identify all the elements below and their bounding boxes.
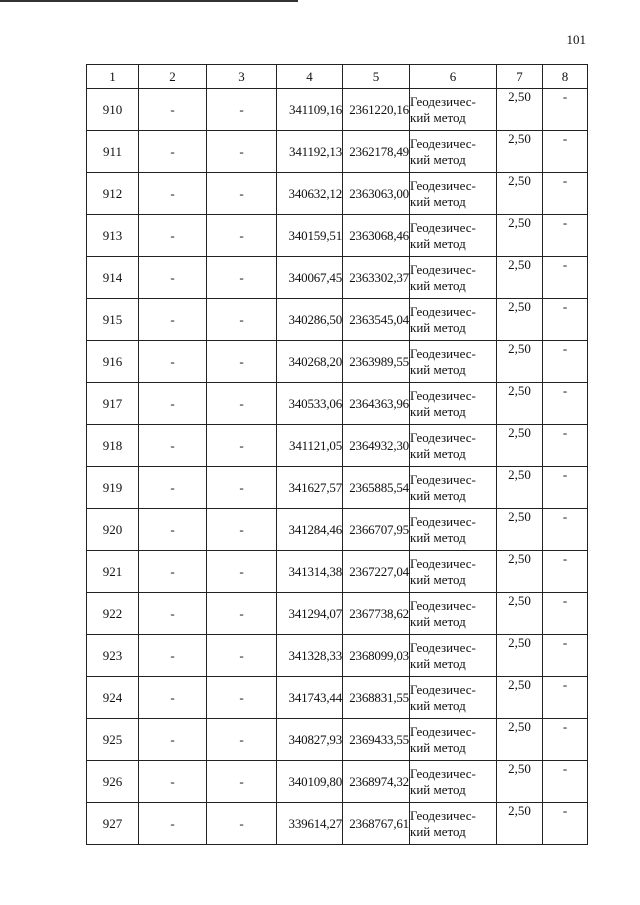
column-2-cell: - (139, 131, 207, 173)
method-line-2: кий метод (410, 445, 466, 461)
column-8-cell: - (543, 593, 588, 635)
coordinate-y-cell: 2363989,55 (343, 341, 410, 383)
column-2-cell: - (139, 89, 207, 131)
method-cell (410, 131, 497, 173)
column-8-cell: - (543, 467, 588, 509)
row-number-cell: 914 (87, 257, 139, 299)
method-line-2: кий метод (410, 109, 466, 125)
method-line-1: Геодезичес- (410, 219, 476, 235)
column-3-cell: - (207, 131, 277, 173)
method-line-2: кий метод (410, 613, 466, 629)
method-cell (410, 425, 497, 467)
row-number-cell: 921 (87, 551, 139, 593)
column-2-cell: - (139, 425, 207, 467)
column-8-cell: - (543, 299, 588, 341)
column-8-cell: - (543, 509, 588, 551)
column-3-cell: - (207, 803, 277, 845)
method-cell (410, 383, 497, 425)
column-8-cell: - (543, 257, 588, 299)
coordinate-y-cell: 2367738,62 (343, 593, 410, 635)
coordinates-table (86, 64, 588, 845)
method-line-1: Геодезичес- (410, 765, 476, 781)
table-body (87, 89, 588, 845)
column-3-cell: - (207, 89, 277, 131)
row-number-cell: 920 (87, 509, 139, 551)
method-line-2: кий метод (410, 403, 466, 419)
coordinate-x-cell: 341284,46 (277, 509, 343, 551)
method-cell (410, 551, 497, 593)
method-cell (410, 509, 497, 551)
column-3-cell: - (207, 593, 277, 635)
table-row (87, 131, 588, 173)
coordinate-x-cell: 340286,50 (277, 299, 343, 341)
column-3-cell: - (207, 509, 277, 551)
coordinate-x-cell: 340632,12 (277, 173, 343, 215)
method-cell (410, 299, 497, 341)
column-3-cell: - (207, 341, 277, 383)
accuracy-cell: 2,50 (497, 635, 543, 677)
row-number-cell: 919 (87, 467, 139, 509)
column-8-cell: - (543, 761, 588, 803)
table-row (87, 173, 588, 215)
table-row (87, 719, 588, 761)
method-line-2: кий метод (410, 277, 466, 293)
coordinate-x-cell: 340159,51 (277, 215, 343, 257)
method-line-2: кий метод (410, 697, 466, 713)
column-3-cell: - (207, 299, 277, 341)
table-row (87, 551, 588, 593)
accuracy-cell: 2,50 (497, 761, 543, 803)
column-2-cell: - (139, 341, 207, 383)
method-line-1: Геодезичес- (410, 135, 476, 151)
row-number-cell: 912 (87, 173, 139, 215)
method-line-1: Геодезичес- (410, 681, 476, 697)
method-cell (410, 719, 497, 761)
method-cell (410, 173, 497, 215)
column-2-cell: - (139, 803, 207, 845)
coordinate-y-cell: 2369433,55 (343, 719, 410, 761)
method-line-2: кий метод (410, 487, 466, 503)
accuracy-cell: 2,50 (497, 299, 543, 341)
column-8-cell: - (543, 173, 588, 215)
column-8-cell: - (543, 635, 588, 677)
method-line-1: Геодезичес- (410, 513, 476, 529)
column-header-1: 1 (87, 65, 139, 89)
method-line-1: Геодезичес- (410, 555, 476, 571)
method-line-1: Геодезичес- (410, 345, 476, 361)
column-2-cell: - (139, 215, 207, 257)
column-3-cell: - (207, 635, 277, 677)
table-row (87, 257, 588, 299)
method-line-1: Геодезичес- (410, 639, 476, 655)
column-3-cell: - (207, 173, 277, 215)
column-2-cell: - (139, 257, 207, 299)
accuracy-cell: 2,50 (497, 257, 543, 299)
column-3-cell: - (207, 677, 277, 719)
column-2-cell: - (139, 299, 207, 341)
table-row (87, 803, 588, 845)
column-header-7: 7 (497, 65, 543, 89)
table-row (87, 89, 588, 131)
method-line-2: кий метод (410, 739, 466, 755)
coordinate-y-cell: 2364932,30 (343, 425, 410, 467)
table-row (87, 761, 588, 803)
coordinate-y-cell: 2363063,00 (343, 173, 410, 215)
row-number-cell: 924 (87, 677, 139, 719)
column-2-cell: - (139, 467, 207, 509)
method-cell (410, 761, 497, 803)
method-cell (410, 257, 497, 299)
row-number-cell: 913 (87, 215, 139, 257)
accuracy-cell: 2,50 (497, 173, 543, 215)
column-8-cell: - (543, 89, 588, 131)
row-number-cell: 911 (87, 131, 139, 173)
method-line-2: кий метод (410, 361, 466, 377)
column-8-cell: - (543, 719, 588, 761)
coordinate-y-cell: 2368099,03 (343, 635, 410, 677)
column-2-cell: - (139, 677, 207, 719)
table-row (87, 467, 588, 509)
method-line-2: кий метод (410, 823, 466, 839)
table-row (87, 425, 588, 467)
coordinate-y-cell: 2362178,49 (343, 131, 410, 173)
coordinate-y-cell: 2368767,61 (343, 803, 410, 845)
header-row (87, 65, 588, 89)
method-cell (410, 593, 497, 635)
method-line-1: Геодезичес- (410, 471, 476, 487)
coordinate-x-cell: 341328,33 (277, 635, 343, 677)
method-cell (410, 215, 497, 257)
row-number-cell: 925 (87, 719, 139, 761)
method-line-2: кий метод (410, 571, 466, 587)
coordinate-y-cell: 2364363,96 (343, 383, 410, 425)
table-row (87, 677, 588, 719)
coordinate-y-cell: 2363068,46 (343, 215, 410, 257)
coordinate-x-cell: 341627,57 (277, 467, 343, 509)
column-3-cell: - (207, 467, 277, 509)
accuracy-cell: 2,50 (497, 383, 543, 425)
column-2-cell: - (139, 383, 207, 425)
top-rule (0, 0, 298, 2)
row-number-cell: 916 (87, 341, 139, 383)
method-cell (410, 803, 497, 845)
coordinate-y-cell: 2363302,37 (343, 257, 410, 299)
column-8-cell: - (543, 383, 588, 425)
page-number: 101 (566, 32, 586, 47)
table-row (87, 383, 588, 425)
method-line-1: Геодезичес- (410, 93, 476, 109)
column-8-cell: - (543, 131, 588, 173)
method-line-2: кий метод (410, 235, 466, 251)
accuracy-cell: 2,50 (497, 551, 543, 593)
method-line-1: Геодезичес- (410, 807, 476, 823)
coordinate-x-cell: 341314,38 (277, 551, 343, 593)
coordinate-y-cell: 2366707,95 (343, 509, 410, 551)
row-number-cell: 918 (87, 425, 139, 467)
column-3-cell: - (207, 551, 277, 593)
column-2-cell: - (139, 593, 207, 635)
column-2-cell: - (139, 719, 207, 761)
column-8-cell: - (543, 677, 588, 719)
accuracy-cell: 2,50 (497, 593, 543, 635)
coordinate-y-cell: 2368831,55 (343, 677, 410, 719)
method-line-2: кий метод (410, 319, 466, 335)
column-header-8: 8 (543, 65, 588, 89)
row-number-cell: 910 (87, 89, 139, 131)
coordinate-x-cell: 341121,05 (277, 425, 343, 467)
column-header-3: 3 (207, 65, 277, 89)
column-3-cell: - (207, 719, 277, 761)
table-row (87, 635, 588, 677)
coordinate-x-cell: 340109,80 (277, 761, 343, 803)
accuracy-cell: 2,50 (497, 509, 543, 551)
table-row (87, 341, 588, 383)
method-line-1: Геодезичес- (410, 429, 476, 445)
method-cell (410, 677, 497, 719)
method-line-2: кий метод (410, 151, 466, 167)
row-number-cell: 926 (87, 761, 139, 803)
table-row (87, 593, 588, 635)
method-cell (410, 341, 497, 383)
method-line-1: Геодезичес- (410, 261, 476, 277)
column-header-6: 6 (410, 65, 497, 89)
coordinate-x-cell: 341743,44 (277, 677, 343, 719)
column-2-cell: - (139, 509, 207, 551)
accuracy-cell: 2,50 (497, 425, 543, 467)
column-header-5: 5 (343, 65, 410, 89)
accuracy-cell: 2,50 (497, 719, 543, 761)
accuracy-cell: 2,50 (497, 803, 543, 845)
row-number-cell: 922 (87, 593, 139, 635)
coordinate-x-cell: 339614,27 (277, 803, 343, 845)
column-8-cell: - (543, 341, 588, 383)
column-8-cell: - (543, 425, 588, 467)
coordinate-x-cell: 340268,20 (277, 341, 343, 383)
method-line-1: Геодезичес- (410, 177, 476, 193)
column-8-cell: - (543, 551, 588, 593)
coordinate-x-cell: 341109,16 (277, 89, 343, 131)
column-header-4: 4 (277, 65, 343, 89)
row-number-cell: 927 (87, 803, 139, 845)
row-number-cell: 917 (87, 383, 139, 425)
coordinate-x-cell: 340827,93 (277, 719, 343, 761)
coordinate-x-cell: 340067,45 (277, 257, 343, 299)
column-2-cell: - (139, 761, 207, 803)
coordinate-y-cell: 2368974,32 (343, 761, 410, 803)
accuracy-cell: 2,50 (497, 677, 543, 719)
accuracy-cell: 2,50 (497, 89, 543, 131)
table-row (87, 299, 588, 341)
column-8-cell: - (543, 215, 588, 257)
coordinate-x-cell: 341192,13 (277, 131, 343, 173)
column-8-cell: - (543, 803, 588, 845)
row-number-cell: 923 (87, 635, 139, 677)
method-line-2: кий метод (410, 781, 466, 797)
method-cell (410, 467, 497, 509)
column-3-cell: - (207, 383, 277, 425)
column-3-cell: - (207, 425, 277, 467)
method-cell (410, 635, 497, 677)
accuracy-cell: 2,50 (497, 215, 543, 257)
method-line-2: кий метод (410, 193, 466, 209)
method-line-1: Геодезичес- (410, 387, 476, 403)
coordinate-y-cell: 2363545,04 (343, 299, 410, 341)
accuracy-cell: 2,50 (497, 341, 543, 383)
row-number-cell: 915 (87, 299, 139, 341)
column-3-cell: - (207, 257, 277, 299)
table-row (87, 509, 588, 551)
accuracy-cell: 2,50 (497, 131, 543, 173)
column-3-cell: - (207, 761, 277, 803)
coordinate-x-cell: 341294,07 (277, 593, 343, 635)
method-line-2: кий метод (410, 655, 466, 671)
coordinate-y-cell: 2367227,04 (343, 551, 410, 593)
method-cell (410, 89, 497, 131)
table-row (87, 215, 588, 257)
coordinate-x-cell: 340533,06 (277, 383, 343, 425)
method-line-2: кий метод (410, 529, 466, 545)
column-2-cell: - (139, 551, 207, 593)
column-3-cell: - (207, 215, 277, 257)
method-line-1: Геодезичес- (410, 597, 476, 613)
method-line-1: Геодезичес- (410, 723, 476, 739)
coordinate-y-cell: 2365885,54 (343, 467, 410, 509)
column-2-cell: - (139, 173, 207, 215)
column-2-cell: - (139, 635, 207, 677)
method-line-1: Геодезичес- (410, 303, 476, 319)
accuracy-cell: 2,50 (497, 467, 543, 509)
coordinate-y-cell: 2361220,16 (343, 89, 410, 131)
column-header-2: 2 (139, 65, 207, 89)
